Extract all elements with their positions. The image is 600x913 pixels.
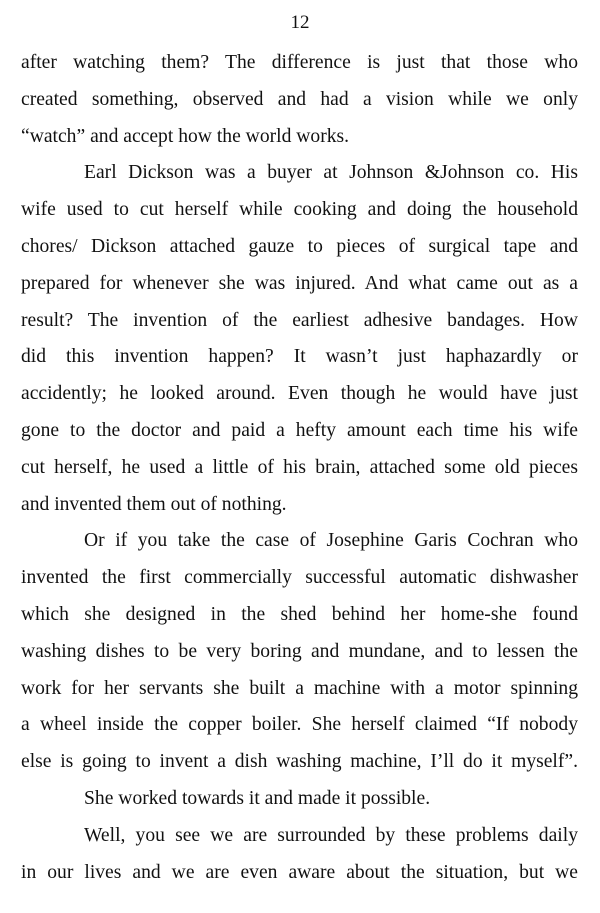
text-line: a wheel inside the copper boiler. She herself claimed “If nobody <box>21 714 578 736</box>
text-line: result? The invention of the earliest adhesive bandages. How <box>21 309 578 331</box>
text-line: accidently; he looked around. Even though he would have just <box>21 383 578 405</box>
text-line: She worked towards it and made it possible. <box>84 787 431 809</box>
text-line: Well, you see we are surrounded by these problems daily <box>84 824 578 846</box>
text-line: cut herself, he used a little of his brain, attached some old pieces <box>21 456 578 478</box>
text-line: which she designed in the shed behind her home-she found <box>21 603 578 625</box>
text-line: invented the first commercially successful automatic dishwasher <box>21 567 578 589</box>
text-line: Or if you take the case of Josephine Garis Cochran who <box>84 530 578 552</box>
text-line: and invented them out of nothing. <box>21 493 287 515</box>
text-line: after watching them? The difference is just that those who <box>21 52 578 73</box>
text-line: in our lives and we are even aware about the situation, but we <box>21 861 578 883</box>
text-line: washing dishes to be very boring and mundane, and to lessen the <box>21 640 578 662</box>
text-line: else is going to invent a dish washing machine, I’ll do it myself”. <box>21 751 578 773</box>
text-line: work for her servants she built a machine with a motor spinning <box>21 677 578 699</box>
page-number: 12 <box>290 12 310 33</box>
text-line: created something, observed and had a vision while we only <box>21 88 578 110</box>
text-line: “watch” and accept how the world works. <box>21 125 350 147</box>
text-line: prepared for whenever she was injured. And what came out as a <box>21 272 578 294</box>
text-line: Earl Dickson was a buyer at Johnson &Johnson co. His <box>84 162 578 184</box>
body-text <box>21 45 578 891</box>
text-line: did this invention happen? It wasn’t just haphazardly or <box>21 346 578 368</box>
text-line: chores/ Dickson attached gauze to pieces of surgical tape and <box>21 235 578 257</box>
text-line: gone to the doctor and paid a hefty amount each time his wife <box>21 419 578 441</box>
text-line: wife used to cut herself while cooking and doing the household <box>21 199 578 221</box>
